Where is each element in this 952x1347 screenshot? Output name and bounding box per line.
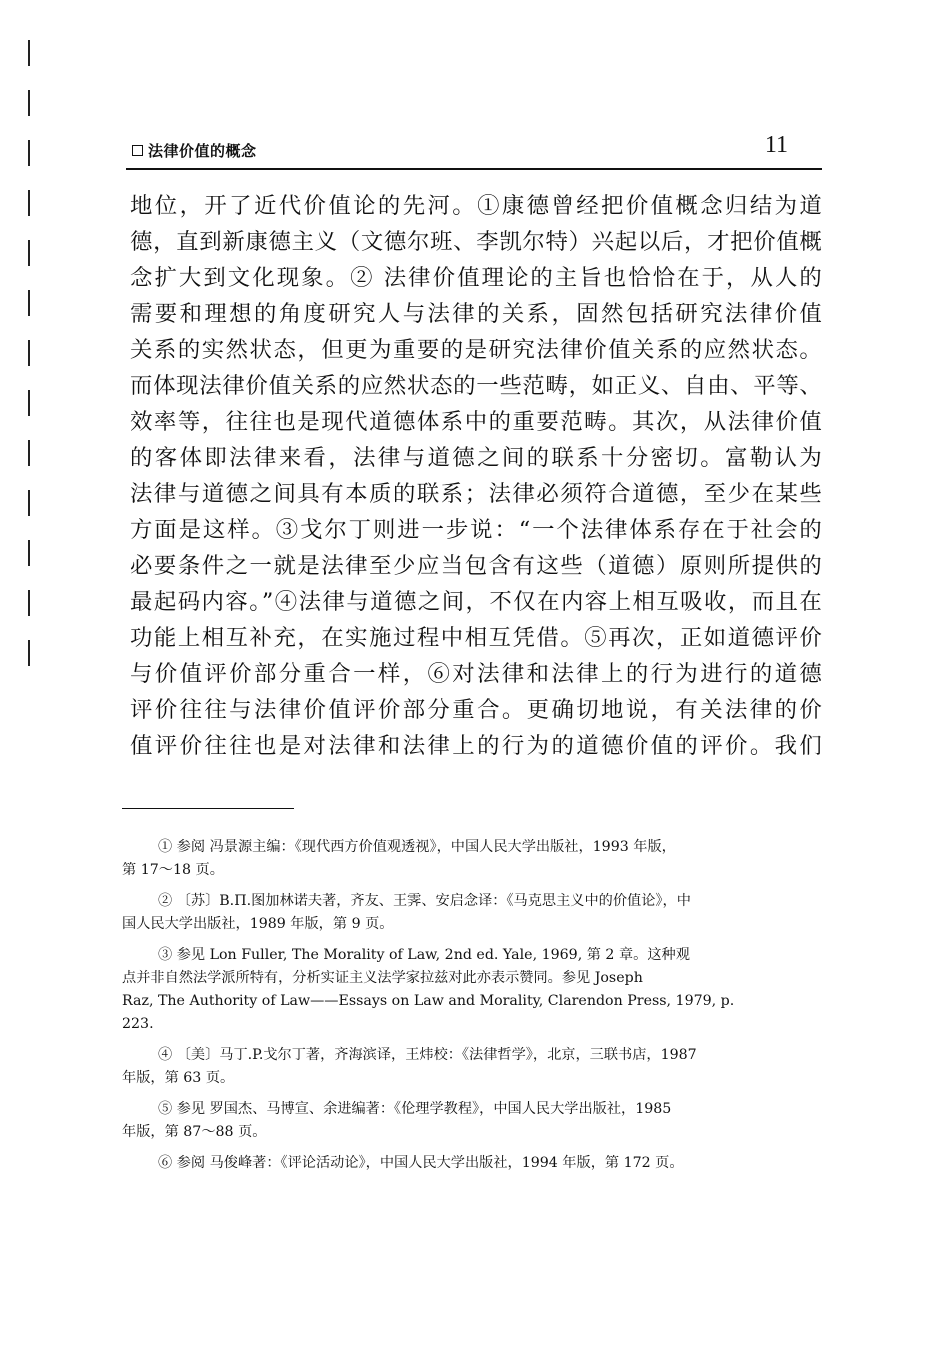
footnote	[122, 1098, 816, 1144]
body-line: 法律与道德之间具有本质的联系；法律必须符合道德，至少在某些	[130, 481, 822, 507]
footnote-separator	[122, 808, 294, 809]
footnote-line: 点并非自然法学派所特有，分析实证主义法学家拉兹对此亦表示赞同。参见 Joseph	[122, 970, 643, 986]
footnote-line: 国人民大学出版社，1989 年版，第 9 页。	[122, 916, 394, 932]
footnote-line: ② 〔苏〕B.Π.图加林诺夫著，齐友、王霁、安启念译：《马克思主义中的价值论》，中	[158, 893, 691, 909]
crop-mark	[28, 590, 30, 616]
body-line: 最起码内容。”④法律与道德之间，不仅在内容上相互吸收，而且在	[130, 589, 822, 615]
body-line: 的客体即法律来看，法律与道德之间的联系十分密切。富勒认为	[130, 445, 822, 471]
crop-mark	[28, 240, 30, 266]
body-line: 关系的实然状态，但更为重要的是研究法律价值关系的应然状态。	[130, 337, 822, 363]
crop-mark	[28, 540, 30, 566]
footnotes	[122, 836, 816, 1183]
section-box-icon	[132, 145, 143, 156]
body-line: 值评价往往也是对法律和法律上的行为的道德价值的评价。我们	[130, 733, 822, 759]
footnote-line: 年版，第 87～88 页。	[122, 1124, 267, 1140]
footnote-line: ⑤ 参见 罗国杰、马博宣、余进编著：《伦理学教程》，中国人民大学出版社，1985	[158, 1101, 672, 1117]
footnote	[122, 1044, 816, 1090]
body-line: 方面是这样。③戈尔丁则进一步说：“一个法律体系存在于社会的	[130, 517, 822, 543]
footnote-line: Raz, The Authority of Law——Essays on Law and Morality, Clarendon Press, 1979, p.	[122, 993, 735, 1009]
crop-mark	[28, 440, 30, 466]
crop-mark	[28, 40, 30, 66]
body-line: 评价往往与法律价值评价部分重合。更确切地说，有关法律的价	[130, 697, 822, 723]
crop-mark	[28, 290, 30, 316]
footnote	[122, 944, 816, 1036]
crop-mark	[28, 640, 30, 666]
body-line: 效率等，往往也是现代道德体系中的重要范畴。其次，从法律价值	[130, 409, 822, 435]
footnote-line: ⑥ 参阅 马俊峰著：《评论活动论》，中国人民大学出版社，1994 年版，第 172 页。	[158, 1155, 684, 1171]
crop-mark	[28, 140, 30, 166]
footnote-line: ① 参阅 冯景源主编：《现代西方价值观透视》，中国人民大学出版社，1993 年版，	[158, 839, 676, 855]
running-head	[126, 128, 822, 170]
body-text	[130, 188, 822, 764]
crop-mark	[28, 340, 30, 366]
crop-mark	[28, 490, 30, 516]
body-line: 而体现法律价值关系的应然状态的一些范畴，如正义、自由、平等、	[130, 373, 822, 399]
footnote	[122, 836, 816, 882]
footnote-line: ④ 〔美〕马丁.P.戈尔丁著，齐海滨译，王炜校：《法律哲学》，北京，三联书店，1987	[158, 1047, 697, 1063]
footnote-line: ③ 参见 Lon Fuller, The Morality of Law, 2nd ed. Yale, 1969, 第 2 章。这种观	[158, 947, 690, 963]
body-line: 必要条件之一就是法律至少应当包含有这些（道德）原则所提供的	[130, 553, 822, 579]
body-line: 功能上相互补充，在实施过程中相互凭借。⑤再次，正如道德评价	[130, 625, 822, 651]
footnote-line: 第 17～18 页。	[122, 862, 224, 878]
body-line: 德，直到新康德主义（文德尔班、李凯尔特）兴起以后，才把价值概	[130, 229, 822, 255]
crop-mark	[28, 190, 30, 216]
footnote-line: 年版，第 63 页。	[122, 1070, 235, 1086]
footnote	[122, 1152, 816, 1175]
body-line: 念扩大到文化现象。② 法律价值理论的主旨也恰恰在于，从人的	[130, 265, 822, 291]
crop-mark	[28, 390, 30, 416]
body-line: 与价值评价部分重合一样，⑥对法律和法律上的行为进行的道德	[130, 661, 822, 687]
body-line: 地位，开了近代价值论的先河。①康德曾经把价值概念归结为道	[130, 193, 822, 219]
running-head-title: 法律价值的概念	[148, 142, 257, 160]
footnote-line: 223.	[122, 1016, 154, 1032]
footnote	[122, 890, 816, 936]
crop-mark	[28, 90, 30, 116]
page-number: 11	[764, 132, 788, 158]
body-line: 需要和理想的角度研究人与法律的关系，固然包括研究法律价值	[130, 301, 822, 327]
